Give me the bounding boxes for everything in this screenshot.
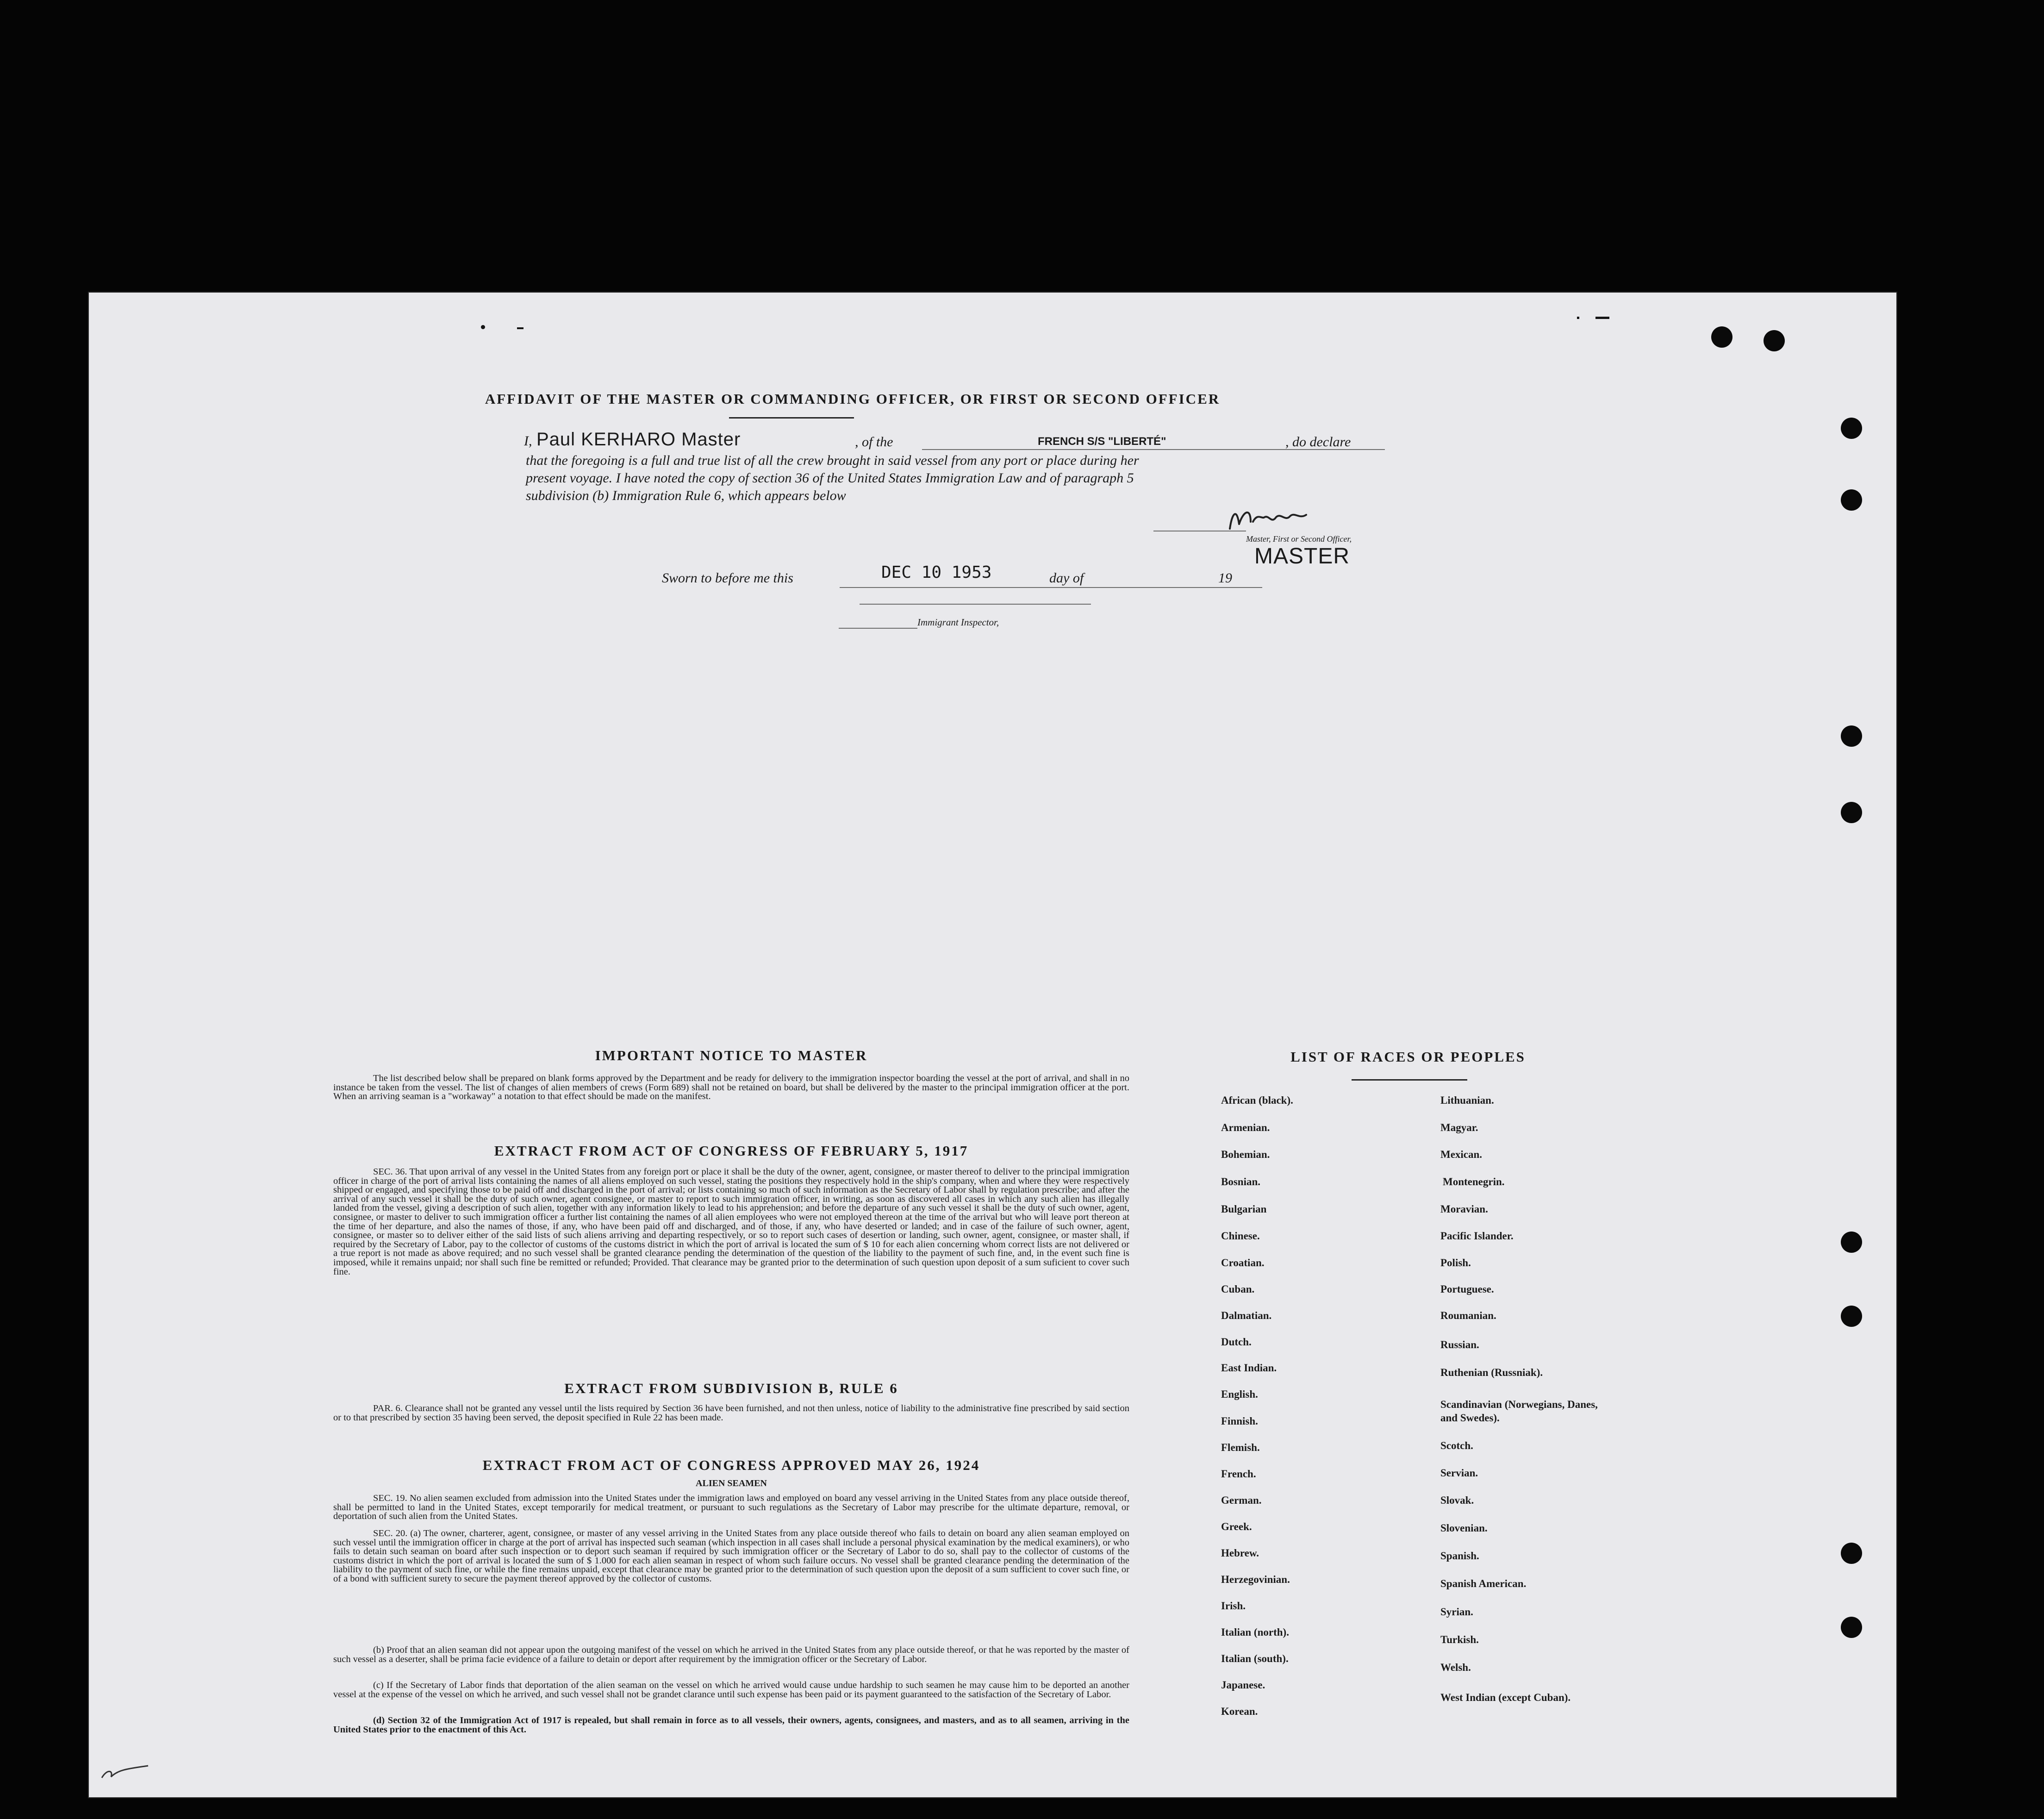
sworn-label: Sworn to before me this: [662, 570, 793, 586]
races-title: LIST OF RACES OR PEOPLES: [1290, 1049, 1526, 1065]
race-item: Slovenian.: [1440, 1522, 1488, 1534]
race-item: Spanish.: [1440, 1550, 1479, 1562]
race-item: Croatian.: [1221, 1257, 1265, 1269]
alien-seamen-subtitle: ALIEN SEAMEN: [696, 1478, 767, 1488]
punch-hole: [1841, 1543, 1862, 1564]
extract-1924-sec20a: SEC. 20. (a) The owner, charterer, agent, consignee, or master of any vessel arriving in the United States from any place outside thereof who fails to detain on board any alien seaman employed on such vessel until the immigration officer in charge at the port of arrival has inspected such seaman (which inspection in all cases shall include a personal physical examination by the medical examiners), or who fails to detain such seaman on board after such inspection or to deport such seaman if required by such immigration officer or the Secretary of Labor to do so, shall pay to the collector of customs of the customs district in which the port of arrival is located the sum of $ 1.000 for each alien seaman in respect of whom such failure occurs. No vessel shall be granted clearance pending the determination of the liability to the payment of such fine, or while the fine remains unpaid, except that clearance may be granted prior to the determination of such question upon the deposit of a sum sufficient to cover such fine, or of a bond with sufficient surety to secure the payment thereof approved by the collector of customs.: [333, 1528, 1129, 1584]
race-item: Japanese.: [1221, 1679, 1265, 1691]
punch-hole: [1841, 418, 1862, 439]
race-item: Herzegovinian.: [1221, 1574, 1290, 1585]
punch-hole: [1711, 326, 1732, 348]
affidavit-title: AFFIDAVIT OF THE MASTER OR COMMANDING OFFICER, OR FIRST OR SECOND OFFICER: [485, 391, 1221, 407]
signature-caption: Master, First or Second Officer,: [1246, 534, 1352, 544]
sworn-date-stamp: DEC 10 1953: [881, 563, 992, 582]
year-line: [1237, 587, 1262, 588]
extract-1917-body: SEC. 36. That upon arrival of any vessel in the United States from any foreign port or place it shall be the duty of the owner, agent, consignee, or master thereof to deliver to the principal immigration officer in charge of the port of arrival lists containing the names of all aliens employed on such vessel, stating the positions they respectively hold in the ship's company, when and where they were respectively shipped or engaged, and specifying those to be paid off and discharged in the port of arrival; or lists containing so much of such information as the Secretary of Labor shall by regulation prescribe; and after the arrival of any such vessel it shall be the duty of such owner, agent consignee, or master to report to such immigration officer, in writing, as soon as discovered all cases in which any such alien has illegally landed from the vessel, giving a description of such alien, together with any information likely to lead to his apprehension; and before the departure of any such vessel it shall be the duty of such owner, agent, consignee, or master to deliver to such immigration officer a further list containing the names of all alien employees who were not employed thereon at the time of the arrival but who will leave port thereon at the time of her departure, and also the names of those, if any, who have been paid off and discharged, and of those, if any, who have deserted or landed; and in case of the failure of such owner, agent, consignee, or master so to deliver either of the said lists of such aliens arriving and departing respectively, or so to report such cases of desertion or landing, such owner, agent, consignee, or master shall, if required by the Secretary of Labor, pay to the collector of customs of the customs district in which the port of arrival is located the sum of $ 10 for each alien concerning whom correct lists are not delivered or a true report is not made as above required; and no such vessel shall be granted clearance pending the determination of the question of the liability to the payment of such fine, and, in the event such fine is imposed, while it remains unpaid; nor shall such fine be remitted or refunded; Provided. That clearance may be granted prior to the determination of such question upon deposit of a sum suficient to cover such fine.: [333, 1167, 1129, 1277]
race-item: Turkish.: [1440, 1634, 1479, 1645]
race-item: Finnish.: [1221, 1415, 1258, 1427]
race-item: East Indian.: [1221, 1362, 1277, 1374]
race-item: West Indian (except Cuban).: [1440, 1692, 1571, 1703]
race-item: Flemish.: [1221, 1442, 1260, 1453]
notice-body: The list described below shall be prepared on blank forms approved by the Department and be ready for delivery to the immigration inspector boarding the vessel at the port of arrival, and shall in no instance be taken from the vessel. The list of changes of alien members of crews (Form 689) shall not be retained on board, but shall be delivered by the master to the principal immigration officer at the port. When an arriving seaman is a "workaway" a notation to that effect should be made on the manifest.: [333, 1073, 1129, 1102]
race-item: Irish.: [1221, 1600, 1246, 1612]
race-item: Spanish American.: [1440, 1578, 1527, 1589]
extract-1917-title: EXTRACT FROM ACT OF CONGRESS OF FEBRUARY 5, 1917: [494, 1143, 969, 1159]
race-item: Hebrew.: [1221, 1547, 1259, 1559]
race-item: Italian (north).: [1221, 1626, 1289, 1638]
race-item: Cuban.: [1221, 1283, 1255, 1295]
extract-rule6-body: PAR. 6. Clearance shall not be granted any vessel until the lists required by Section 36 have been furnished, and not then unless, notice of liability to the administrative fine prescribed by said section or to that prescribed by section 35 having been served, the deposit specified in Rule 22 has been made.: [333, 1403, 1129, 1423]
pencil-mark: [97, 1760, 153, 1783]
race-item: Scandinavian (Norwegians, Danes, and Swedes).: [1440, 1399, 1598, 1424]
i-prefix: I,: [524, 433, 532, 449]
race-item: Bohemian.: [1221, 1149, 1270, 1160]
race-item: Bulgarian: [1221, 1203, 1267, 1215]
punch-hole: [1841, 489, 1862, 511]
race-item: Korean.: [1221, 1706, 1258, 1717]
of-the-label: , of the: [855, 434, 893, 450]
extract-1924-title: EXTRACT FROM ACT OF CONGRESS APPROVED MAY 26, 1924: [482, 1457, 980, 1473]
punch-hole: [1841, 1306, 1862, 1327]
punch-hole: [1841, 725, 1862, 747]
sworn-day-line: [840, 587, 1140, 588]
race-item: Bosnian.: [1221, 1176, 1261, 1188]
race-item: Welsh.: [1440, 1662, 1471, 1673]
extract-rule6-title: EXTRACT FROM SUBDIVISION B, RULE 6: [564, 1380, 898, 1396]
race-item: Slovak.: [1440, 1494, 1474, 1506]
race-item: Roumanian.: [1440, 1310, 1496, 1321]
race-item: Russian.: [1440, 1339, 1479, 1350]
race-item: African (black).: [1221, 1094, 1293, 1106]
extract-1924-sec20b: (b) Proof that an alien seaman did not appear upon the outgoing manifest of the vessel on which he arrived in the United States from any place outside thereof, or that he was reported by the master of such vessel as a deserter, shall be prima facie evidence of a failure to detain or deport after requirement by the immigration officer or the Secretary of Labor.: [333, 1645, 1129, 1664]
inspector-line: [839, 628, 917, 629]
race-item: Ruthenian (Russniak).: [1440, 1367, 1543, 1378]
year-prefix: 19: [1218, 570, 1232, 586]
race-item: English.: [1221, 1388, 1258, 1400]
punch-hole: [1841, 802, 1862, 823]
race-item: Montenegrin.: [1443, 1176, 1505, 1188]
notice-title: IMPORTANT NOTICE TO MASTER: [595, 1047, 868, 1063]
race-item: Italian (south).: [1221, 1653, 1289, 1664]
affidavit-line-4: subdivision (b) Immigration Rule 6, which appears below: [526, 488, 846, 503]
race-item: Greek.: [1221, 1521, 1252, 1532]
race-item: French.: [1221, 1468, 1256, 1480]
race-item: Portuguese.: [1440, 1283, 1494, 1295]
day-of-label: day of: [1049, 570, 1084, 586]
race-item: Polish.: [1440, 1257, 1471, 1269]
race-item: Syrian.: [1440, 1606, 1473, 1618]
affidavit-line-2: that the foregoing is a full and true list of all the crew brought in said vessel from any port or place during her: [526, 453, 1139, 468]
do-declare-label: , do declare: [1285, 434, 1351, 450]
vessel-name[interactable]: FRENCH S/S "LIBERTÉ": [1038, 435, 1166, 448]
race-item: Scotch.: [1440, 1440, 1473, 1451]
race-item: Magyar.: [1440, 1122, 1478, 1133]
master-name[interactable]: Paul KERHARO Master: [536, 429, 741, 450]
month-line: [1103, 587, 1260, 588]
race-item: Armenian.: [1221, 1122, 1270, 1133]
punch-hole: [1841, 1231, 1862, 1253]
title-underline: [729, 417, 854, 419]
punch-hole: [1764, 330, 1785, 351]
ink-speck: [517, 327, 523, 329]
ink-speck: [1577, 317, 1579, 319]
race-item: Mexican.: [1440, 1149, 1483, 1160]
inspector-caption: Immigrant Inspector,: [917, 617, 999, 628]
punch-hole: [1841, 1617, 1862, 1638]
extract-1924-sec20c: (c) If the Secretary of Labor finds that deportation of the alien seaman on the vessel on which he arrived would cause undue hardship to such seamen he may cause him to be deported an another vessel at the expense of the vessel on which he arrived, and such vessel shall not be grandet clarance until such expense has been paid or its payment guaranteed to the satisfaction of the Secretary of Labor.: [333, 1680, 1129, 1700]
race-item: Lithuanian.: [1440, 1094, 1494, 1106]
extract-1924-sec20d: (d) Section 32 of the Immigration Act of 1917 is repealed, but shall remain in force as to all vessels, their owners, agents, consignees, and masters, and as to all seamen, arriving in the United States prior to the enactment of this Act.: [333, 1715, 1129, 1735]
extract-1924-sec19: SEC. 19. No alien seamen excluded from admission into the United States under the immigration laws and employed on board any vessel arriving in the United States from any place outside thereof, shall be permitted to land in the United States, except temporarily for medical treatment, or pursuant to such regulations as the Secretary of Labor may prescribe for the ultimate departure, removal, or deportation of such alien from the United States.: [333, 1493, 1129, 1522]
races-title-underline: [1352, 1079, 1467, 1081]
inspector-signature-line: [860, 604, 1091, 605]
race-item: German.: [1221, 1494, 1262, 1506]
signature-image: [1225, 503, 1318, 536]
race-item: Servian.: [1440, 1467, 1478, 1479]
race-item: Moravian.: [1440, 1203, 1488, 1215]
document-page: [89, 293, 1896, 1797]
ink-speck: [481, 325, 485, 329]
ink-speck: [1595, 317, 1609, 319]
race-item: Pacific Islander.: [1440, 1230, 1514, 1242]
race-item: Chinese.: [1221, 1230, 1260, 1242]
race-item: Dalmatian.: [1221, 1310, 1272, 1321]
affidavit-line-3: present voyage. I have noted the copy of section 36 of the United States Immigration Law and of paragraph 5: [526, 470, 1134, 486]
master-stamp: MASTER: [1254, 544, 1350, 569]
race-item: Dutch.: [1221, 1336, 1252, 1348]
